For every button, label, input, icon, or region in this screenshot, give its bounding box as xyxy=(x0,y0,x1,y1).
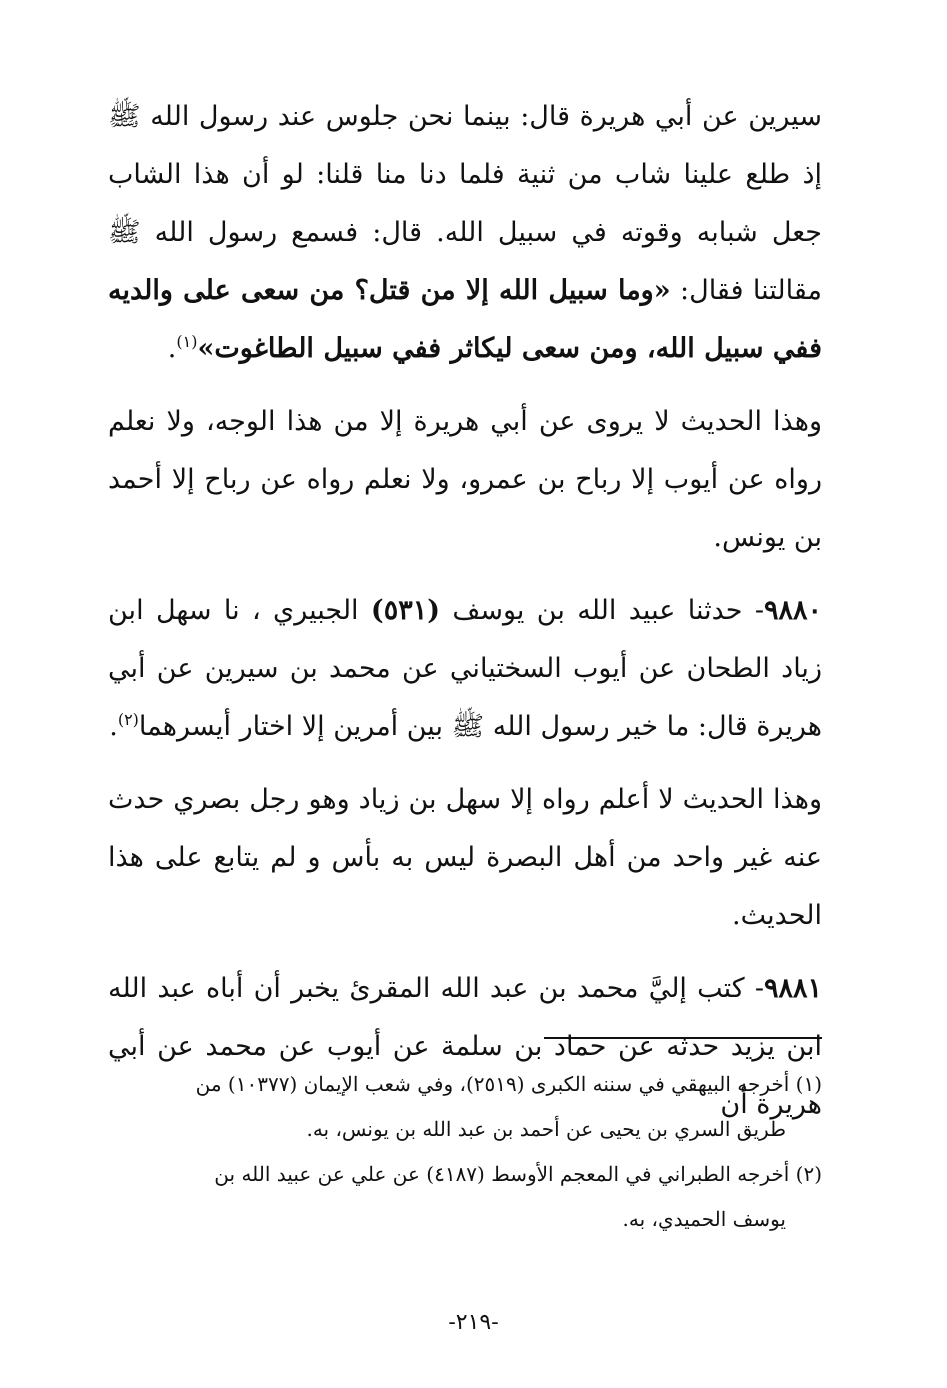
footnote-line: طريق السري بن يحيى عن أحمد بن عبد الله بن يونس، به. xyxy=(306,1117,786,1141)
footnote-line: (١) أخرجه البيهقي في سننه الكبرى (٢٥١٩)، وفي شعب الإيمان (١٠٣٧٧) من xyxy=(195,1072,822,1096)
sentence-end: . xyxy=(109,711,118,742)
footnote-line: (٢) أخرجه الطبراني في المعجم الأوسط (٤١٨٧) عن علي عن عبيد الله بن xyxy=(214,1162,822,1186)
footnote-ref-2: (٢) xyxy=(117,710,139,729)
commentary-text: وهذا الحديث لا أعلم رواه إلا سهل بن زياد وهو رجل بصري حدث عنه غير واحد من أهل البصرة ليس به بأس و لم يتابع على هذا الحديث. xyxy=(108,784,822,931)
narrator-ref: (٥٣١) xyxy=(370,595,440,626)
hadith-number: ٩٨٨١ xyxy=(763,973,822,1004)
sentence-end: . xyxy=(167,333,177,364)
footnote-line: يوسف الحميدي، به. xyxy=(622,1207,786,1231)
commentary-text: وهذا الحديث لا يروى عن أبي هريرة إلا من هذا الوجه، ولا نعلم رواه عن أيوب إلا رباح بن عمرو، ولا نعلم رواه عن رباح إلا أحمد بن يونس. xyxy=(108,406,822,553)
hadith-chain: - كتب إليَّ محمد بن عبد الله المقرئ يخبر أن أباه عبد الله ابن يزيد حدثه عن حماد بن سلمة عن أيوب عن محمد عن أبي هريرة أن xyxy=(108,973,822,1120)
footnote-separator xyxy=(544,1037,822,1039)
hadith-chain-b: الجبيري ، نا سهل ابن زياد الطحان عن أيوب السختياني عن محمد بن سيرين عن أبي هريرة قال: ما خير رسول الله ﷺ بين أمرين إلا اختار أيسرهما xyxy=(108,595,822,742)
hadith-text: سيرين عن أبي هريرة قال: بينما نحن جلوس عند رسول الله ﷺ إذ طلع علينا شاب من ثنية فلما دنا منا قلنا: لو أن هذا الشاب جعل شبابه وقوته في سبيل الله. قال: فسمع رسول الله ﷺ مقالتنا فقال: xyxy=(108,101,823,306)
footnotes xyxy=(110,1062,822,1242)
page-body xyxy=(108,88,822,1149)
page-number: -٢١٩- xyxy=(448,1310,499,1335)
paragraph-hadith-9880 xyxy=(108,582,822,756)
footnote-1 xyxy=(110,1062,822,1152)
paragraph-hadith-continuation xyxy=(108,88,822,378)
paragraph-commentary-1 xyxy=(108,393,822,567)
footnote-ref-1: (١) xyxy=(176,332,198,351)
paragraph-commentary-2 xyxy=(108,771,822,945)
prophetic-saying: «وما سبيل الله إلا من قتل؟ من سعى على والديه ففي سبيل الله، ومن سعى ليكاثر ففي سبيل الطاغوت» xyxy=(108,275,822,364)
hadith-chain-a: - حدثنا عبيد الله بن يوسف xyxy=(440,595,764,626)
footnote-2 xyxy=(110,1152,822,1242)
hadith-number: ٩٨٨٠ xyxy=(763,595,822,626)
